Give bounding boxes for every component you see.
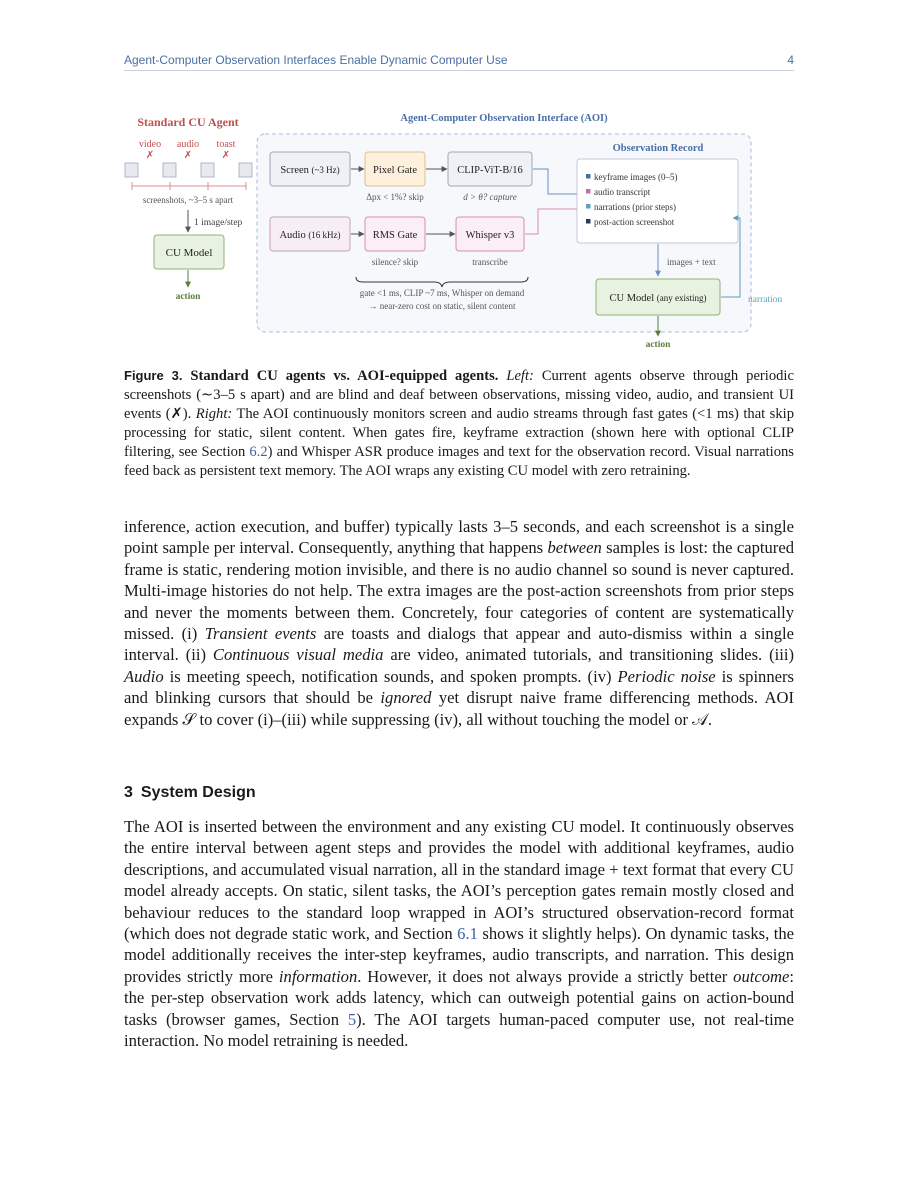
header-rule	[124, 70, 794, 71]
screenshot-2	[163, 163, 176, 177]
screen-source-label: Screen (~3 Hz)	[280, 165, 340, 176]
missed-video-mark: ✗	[145, 150, 155, 161]
cost-line-2: → near-zero cost on static, silent content	[368, 301, 516, 311]
page-number: 4	[787, 53, 794, 67]
screenshots-interval-label: screenshots, ~3–5 s apart	[142, 195, 234, 205]
media-audio-label: audio	[176, 139, 200, 150]
cost-line-1: gate <1 ms, CLIP ~7 ms, Whisper on demand	[359, 288, 525, 298]
record-item-narrations: narrations (prior steps)	[594, 202, 676, 212]
paragraph-1: inference, action execution, and buffer) typically lasts 3–5 seconds, and each screenshot is a single point sample per interval. Consequently, anything that happens between samples is lost: the captured frame is static, rendering motion invisible, and there is no audio channel so sound is never captured. Multi-image histories do not help. The extra images are the post-action screenshots from prior steps and never the moments between them. Concretely, four categories of content are systematically missed. (i) Transient events are toasts and dialogs that appear and auto-dismiss within a single interval. (ii) Continuous visual media are video, animated tutorials, and transitioning slides. (iii) Audio is meeting speech, notification sounds, and spoken prompts. (iv) Periodic noise is spinners and blinking cursors that should be ignored yet disrupt naive frame differencing methods. AOI expands 𝒮 to cover (i)–(iii) while suppressing (iv), all without touching the model or 𝒜.	[124, 517, 794, 729]
standard-agent-panel	[125, 115, 252, 302]
symbol-a: 𝒜	[692, 709, 708, 729]
symbol-s: 𝒮	[182, 709, 196, 729]
clip-caption: d > θ? capture	[463, 192, 517, 202]
running-header	[124, 53, 794, 69]
section-ref-6-1[interactable]: 6.1	[457, 924, 478, 944]
rate-label: 1 image/step	[194, 218, 243, 228]
aoi-title: Agent-Computer Observation Interface (AOI)	[400, 113, 608, 124]
caption-right-text-a: The AOI continuously monitors screen and audio streams through fast gates (<1 ms) that skip processing for static, silent content. When gates fire, keyframe extraction (shown here with optional CLIP filtering, see Section	[124, 406, 795, 460]
whisper-caption: transcribe	[472, 257, 508, 267]
narration-label: narration	[748, 295, 783, 305]
pixel-gate-label: Pixel Gate	[372, 165, 418, 176]
pixel-gate-caption: Δpx < 1%? skip	[366, 192, 424, 202]
standard-agent-title: Standard CU Agent	[137, 115, 239, 129]
caption-bold-title: Standard CU agents vs. AOI-equipped agents.	[190, 368, 499, 384]
record-item-keyframes: keyframe images (0–5)	[594, 172, 678, 182]
paragraph-2: The AOI is inserted between the environment and any existing CU model. It continuously observes the entire interval between agent steps and provides the model with additional keyframes, audio descriptions, and accumulated visual narration, all in the standard image + text format that every CU model already accepts. On static, silent tasks, the AOI’s perception gates remain mostly closed and behaviour reduces to the standard loop wrapped in AOI’s structured observation-record format (which does not degrade static work, and Section 6.1 shows it slightly helps). On dynamic tasks, the model additionally receives the inter-step keyframes, audio transcripts, and narration. This design provides strictly more information. However, it does not always provide a strictly better outcome: the per-step observation work adds latency, which can outweigh potential gains on action-bound tasks (browser games, Section 5). The AOI targets human-paced computer use, not real-time interaction. No model retraining is needed.	[124, 817, 795, 1051]
observation-record-title: Observation Record	[612, 143, 704, 154]
standard-action-label: action	[175, 292, 201, 302]
audio-source-label: Audio (16 kHz)	[279, 230, 341, 241]
figure-caption	[124, 366, 794, 481]
images-text-label: images + text	[667, 257, 716, 267]
record-item-post-action: post-action screenshot	[594, 217, 675, 227]
screenshot-3	[201, 163, 214, 177]
aoi-panel	[257, 113, 783, 350]
running-header-title: Agent-Computer Observation Interfaces Enable Dynamic Computer Use	[124, 53, 508, 67]
aoi-action-label: action	[645, 340, 671, 350]
caption-right-tag: Right:	[195, 406, 233, 422]
caption-left-text: Current agents observe through periodic screenshots (∼3–5 s apart) and are blind and deaf between observations, missing video, audio, and transient UI events (✗).	[124, 368, 794, 422]
clip-label: CLIP-ViT-B/16	[457, 165, 523, 176]
caption-left-tag: Left:	[506, 368, 534, 384]
whisper-label: Whisper v3	[465, 230, 515, 241]
media-toast-label: toast	[216, 139, 236, 150]
missed-audio-mark: ✗	[183, 150, 193, 161]
media-video-label: video	[138, 139, 162, 150]
figure-diagram	[120, 102, 800, 357]
section-title: System Design	[140, 784, 256, 801]
section-ref-5[interactable]: 5	[347, 1009, 357, 1029]
screenshot-1	[125, 163, 138, 177]
caption-section-ref[interactable]: 6.2	[249, 444, 268, 460]
record-item-transcript: audio transcript	[594, 187, 651, 197]
screenshot-4	[239, 163, 252, 177]
standard-cu-model-label: CU Model	[165, 247, 213, 259]
figure-label: Figure 3.	[124, 368, 183, 383]
caption-right-text-b: ) and Whisper ASR produce images and text for the observation record. Visual narrations feed back as persistent text memory. The AOI wraps any existing CU model with zero retraining.	[124, 444, 794, 479]
aoi-cu-model-label: CU Model (any existing)	[609, 293, 707, 304]
rms-gate-caption: silence? skip	[371, 257, 419, 267]
section-number: 3	[124, 784, 133, 801]
missed-toast-mark: ✗	[221, 150, 231, 161]
rms-gate-label: RMS Gate	[372, 230, 418, 241]
figure-3	[120, 102, 800, 357]
section-heading	[124, 784, 256, 802]
